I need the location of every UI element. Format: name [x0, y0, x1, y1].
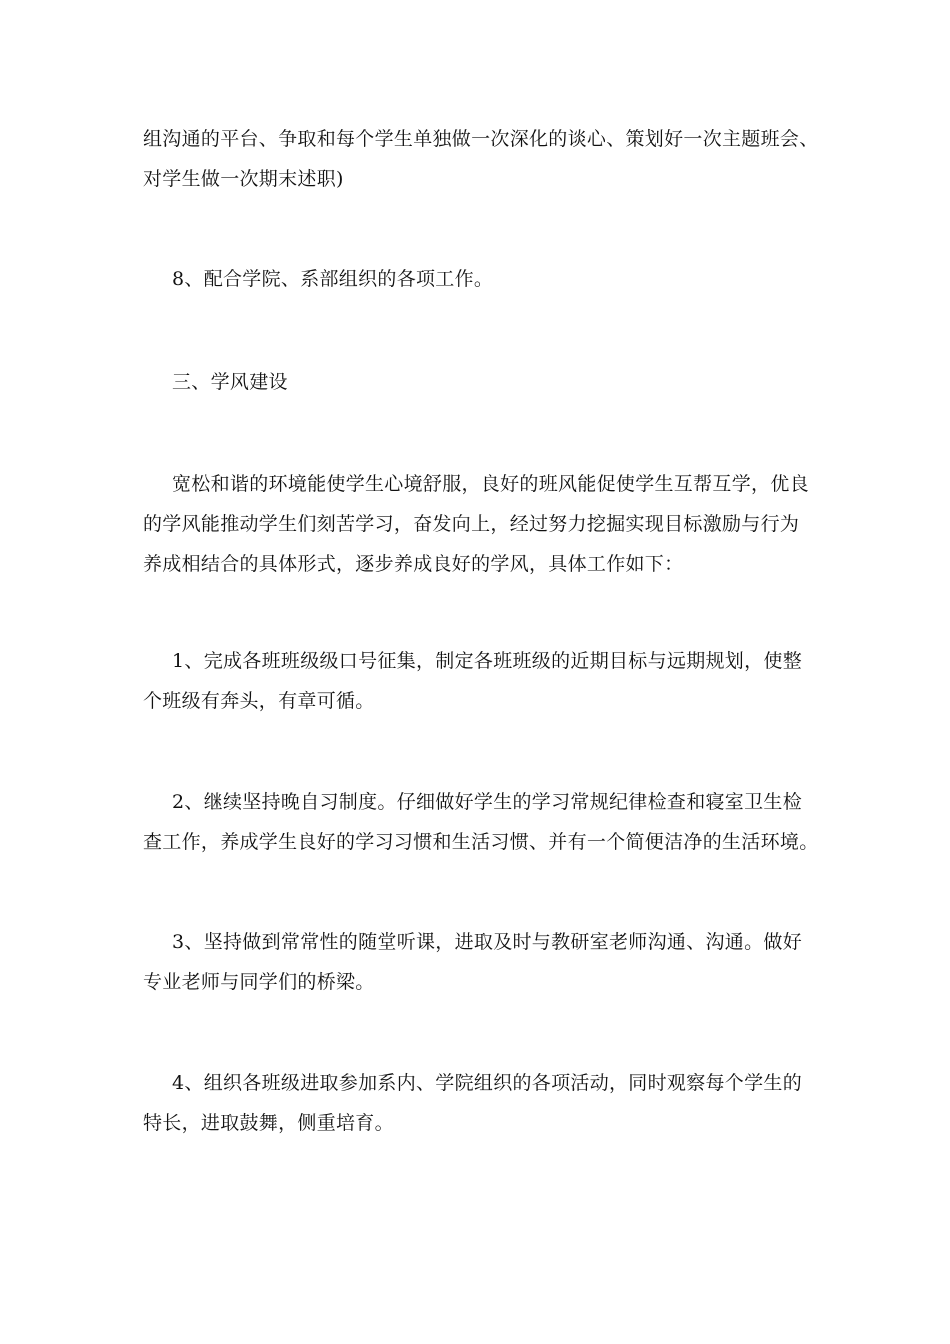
paragraph-item-4	[143, 1063, 815, 1143]
text-line: 1、完成各班班级级口号征集，制定各班班级的近期目标与远期规划，使整	[172, 650, 802, 672]
text-line: 组沟通的平台、争取和每个学生单独做一次深化的谈心、策划好一次主题班会、	[143, 128, 819, 150]
paragraph-item-8	[143, 259, 815, 299]
text-line: 养成相结合的具体形式，逐步养成良好的学风，具体工作如下：	[143, 553, 684, 575]
paragraph-item-3	[143, 922, 815, 1002]
text-line: 4、组织各班级进取参加系内、学院组织的各项活动，同时观察每个学生的	[172, 1072, 802, 1094]
section-heading	[143, 362, 815, 402]
text-line: 特长，进取鼓舞，侧重培育。	[143, 1112, 394, 1134]
paragraph-item-2	[143, 782, 819, 862]
paragraph-intro	[143, 464, 815, 584]
paragraph-continuation	[143, 119, 819, 199]
paragraph-item-1	[143, 641, 815, 721]
text-line: 专业老师与同学们的桥梁。	[143, 971, 375, 993]
text-line: 宽松和谐的环境能使学生心境舒服，良好的班风能促使学生互帮互学，优良	[172, 473, 809, 495]
text-line: 的学风能推动学生们刻苦学习，奋发向上，经过努力挖掘实现目标激励与行为	[143, 513, 800, 535]
text-line: 8、配合学院、系部组织的各项工作。	[172, 268, 494, 290]
section-title: 三、学风建设	[172, 371, 288, 393]
text-line: 查工作，养成学生良好的学习习惯和生活习惯、并有一个简便洁净的生活环境。	[143, 831, 819, 853]
text-line: 个班级有奔头，有章可循。	[143, 690, 375, 712]
text-line: 对学生做一次期末述职)	[143, 168, 344, 190]
text-line: 3、坚持做到常常性的随堂听课，进取及时与教研室老师沟通、沟通。做好	[172, 931, 802, 953]
text-line: 2、继续坚持晚自习制度。仔细做好学生的学习常规纪律检查和寝室卫生检	[172, 791, 802, 813]
